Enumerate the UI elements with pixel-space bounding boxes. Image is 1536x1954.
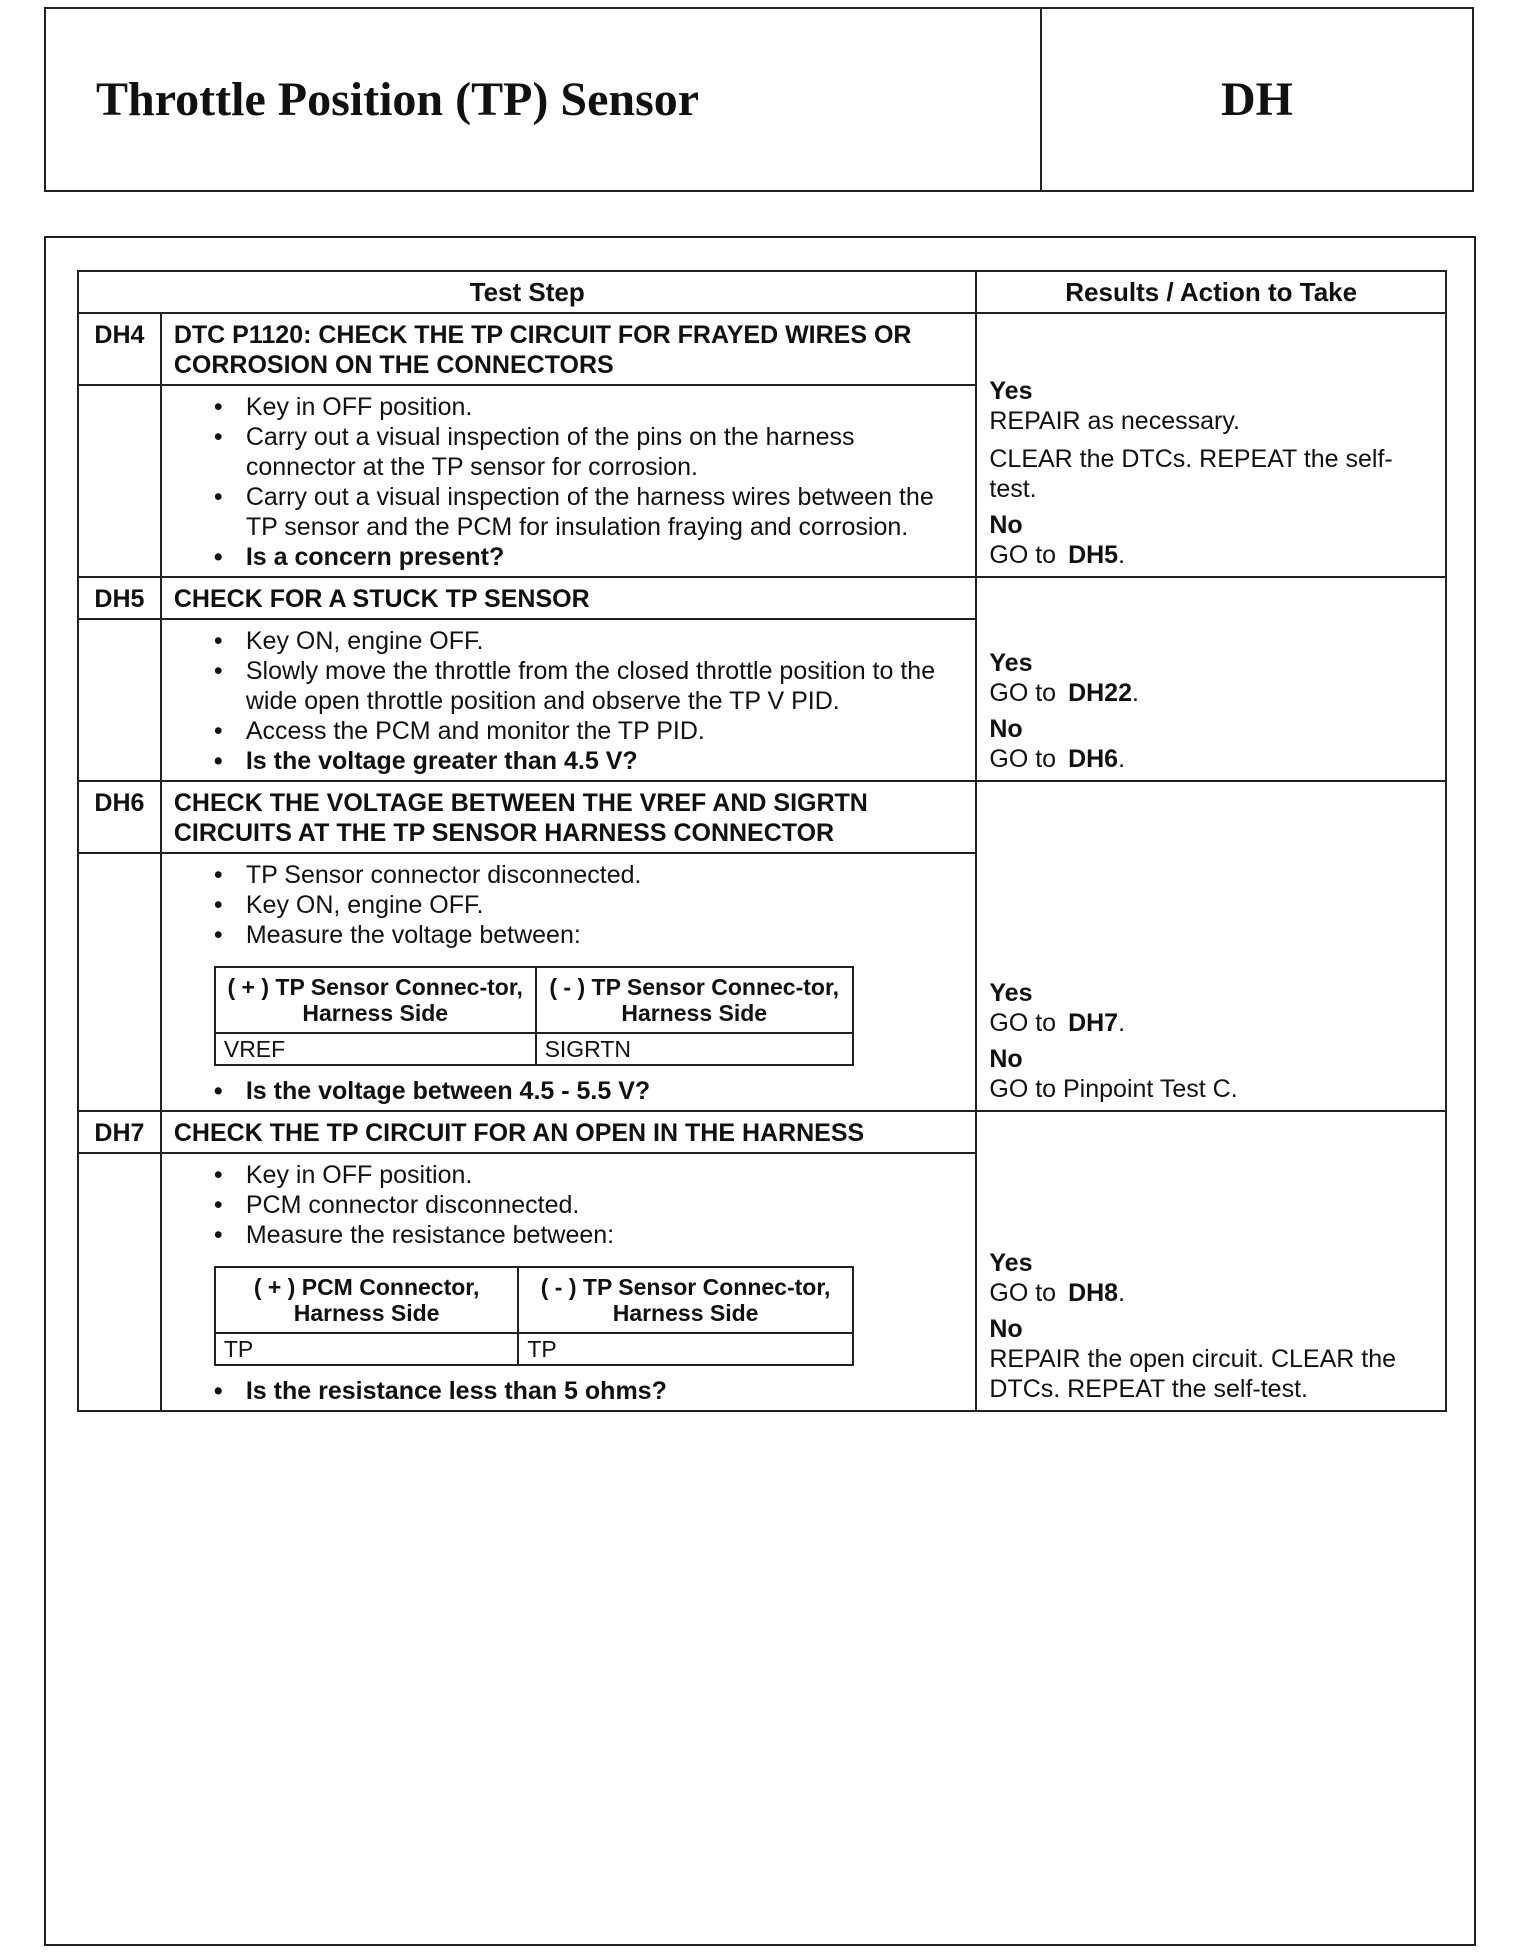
no-label: No bbox=[989, 1045, 1023, 1073]
step-question: • Is the voltage greater than 4.5 V? bbox=[214, 746, 966, 776]
col-header-test-step: Test Step bbox=[78, 271, 976, 313]
punctuation: . bbox=[1118, 1009, 1126, 1037]
step-bullet: • PCM connector disconnected. bbox=[214, 1190, 966, 1220]
step-reference: DH22 bbox=[1068, 679, 1132, 707]
yes-label: Yes bbox=[989, 377, 1033, 405]
step-results bbox=[976, 577, 1446, 781]
col-header-results: Results / Action to Take bbox=[976, 271, 1446, 313]
pin-table-cell: VREF bbox=[215, 1033, 536, 1065]
step-bullet: • Carry out a visual inspection of the harness wires between the TP sensor and the PCM for insulation fraying and corrosion. bbox=[214, 482, 966, 542]
yes-label: Yes bbox=[989, 649, 1033, 677]
no-action bbox=[989, 744, 1435, 774]
step-bullet: • TP Sensor connector disconnected. bbox=[214, 860, 966, 890]
pin-measurement-table bbox=[214, 1266, 854, 1366]
step-body bbox=[161, 619, 977, 781]
step-reference: DH6 bbox=[1068, 745, 1119, 773]
step-body bbox=[161, 853, 977, 1111]
section-code: DH bbox=[1040, 9, 1472, 190]
step-question: • Is a concern present? bbox=[214, 542, 966, 572]
punctuation: . bbox=[1118, 1279, 1126, 1307]
step-body bbox=[161, 385, 977, 577]
step-bullet: • Carry out a visual inspection of the pins on the harness connector at the TP sensor for corrosion. bbox=[214, 422, 966, 482]
step-results bbox=[976, 1111, 1446, 1411]
test-steps-table bbox=[77, 270, 1447, 1412]
step-bullet: • Key ON, engine OFF. bbox=[214, 626, 966, 656]
step-title-row bbox=[78, 781, 1446, 853]
step-title: CHECK THE TP CIRCUIT FOR AN OPEN IN THE HARNESS bbox=[161, 1111, 977, 1153]
pin-table-cell: TP bbox=[518, 1333, 853, 1365]
no-action: GO to Pinpoint Test C. bbox=[989, 1075, 1238, 1103]
step-id: DH7 bbox=[78, 1111, 161, 1153]
step-title-row bbox=[78, 577, 1446, 619]
pin-measurement-table bbox=[214, 966, 854, 1066]
punctuation: . bbox=[1118, 541, 1126, 569]
step-id-spacer bbox=[78, 619, 161, 781]
step-title-row bbox=[78, 1111, 1446, 1153]
step-bullet: • Key in OFF position. bbox=[214, 392, 966, 422]
step-bullet: • Slowly move the throttle from the closed throttle position to the wide open throttle position and observe the TP V PID. bbox=[214, 656, 966, 716]
no-label: No bbox=[989, 1315, 1023, 1343]
step-body bbox=[161, 1153, 977, 1411]
step-bullet: • Measure the voltage between: bbox=[214, 920, 966, 950]
punctuation: . bbox=[1131, 679, 1139, 707]
yes-action bbox=[989, 678, 1435, 708]
yes-action bbox=[989, 1278, 1435, 1308]
step-title: CHECK FOR A STUCK TP SENSOR bbox=[161, 577, 977, 619]
pin-table-header: ( - ) TP Sensor Connec-tor, Harness Side bbox=[536, 967, 853, 1033]
step-id-spacer bbox=[78, 853, 161, 1111]
step-id: DH5 bbox=[78, 577, 161, 619]
pin-table-header: ( + ) PCM Connector, Harness Side bbox=[215, 1267, 518, 1333]
pin-table-cell: SIGRTN bbox=[536, 1033, 853, 1065]
step-id: DH6 bbox=[78, 781, 161, 853]
step-reference: DH5 bbox=[1068, 541, 1119, 569]
no-label: No bbox=[989, 511, 1023, 539]
no-action: REPAIR the open circuit. CLEAR the DTCs. REPEAT the self-test. bbox=[989, 1345, 1397, 1403]
pin-table-header: ( - ) TP Sensor Connec-tor, Harness Side bbox=[518, 1267, 853, 1333]
no-label: No bbox=[989, 715, 1023, 743]
pin-table-cell: TP bbox=[215, 1333, 518, 1365]
yes-action: CLEAR the DTCs. REPEAT the self-test. bbox=[989, 445, 1393, 503]
goto-text: GO to bbox=[989, 1279, 1057, 1307]
page-header bbox=[44, 7, 1474, 192]
step-id-spacer bbox=[78, 385, 161, 577]
step-results bbox=[976, 781, 1446, 1111]
step-bullet: • Key ON, engine OFF. bbox=[214, 890, 966, 920]
goto-text: GO to bbox=[989, 1009, 1057, 1037]
step-reference: DH7 bbox=[1068, 1009, 1119, 1037]
step-title: DTC P1120: CHECK THE TP CIRCUIT FOR FRAYED WIRES OR CORROSION ON THE CONNECTORS bbox=[161, 313, 977, 385]
page-title: Throttle Position (TP) Sensor bbox=[96, 73, 700, 126]
yes-action: REPAIR as necessary. bbox=[989, 407, 1240, 435]
step-reference: DH8 bbox=[1068, 1279, 1119, 1307]
step-id-spacer bbox=[78, 1153, 161, 1411]
step-bullet: • Access the PCM and monitor the TP PID. bbox=[214, 716, 966, 746]
step-results bbox=[976, 313, 1446, 577]
goto-text: GO to bbox=[989, 745, 1057, 773]
step-title-row bbox=[78, 313, 1446, 385]
step-id: DH4 bbox=[78, 313, 161, 385]
step-bullet: • Measure the resistance between: bbox=[214, 1220, 966, 1250]
punctuation: . bbox=[1118, 745, 1126, 773]
step-title: CHECK THE VOLTAGE BETWEEN THE VREF AND SIGRTN CIRCUITS AT THE TP SENSOR HARNESS CONNECTOR bbox=[161, 781, 977, 853]
goto-text: GO to bbox=[989, 541, 1057, 569]
yes-label: Yes bbox=[989, 979, 1033, 1007]
step-question: • Is the voltage between 4.5 - 5.5 V? bbox=[214, 1076, 966, 1106]
step-bullet: • Key in OFF position. bbox=[214, 1160, 966, 1190]
table-header-row bbox=[78, 271, 1446, 313]
pin-table-header: ( + ) TP Sensor Connec-tor, Harness Side bbox=[215, 967, 536, 1033]
yes-action bbox=[989, 1008, 1435, 1038]
step-question: • Is the resistance less than 5 ohms? bbox=[214, 1376, 966, 1406]
no-action bbox=[989, 540, 1435, 570]
yes-label: Yes bbox=[989, 1249, 1033, 1277]
goto-text: GO to bbox=[989, 679, 1057, 707]
